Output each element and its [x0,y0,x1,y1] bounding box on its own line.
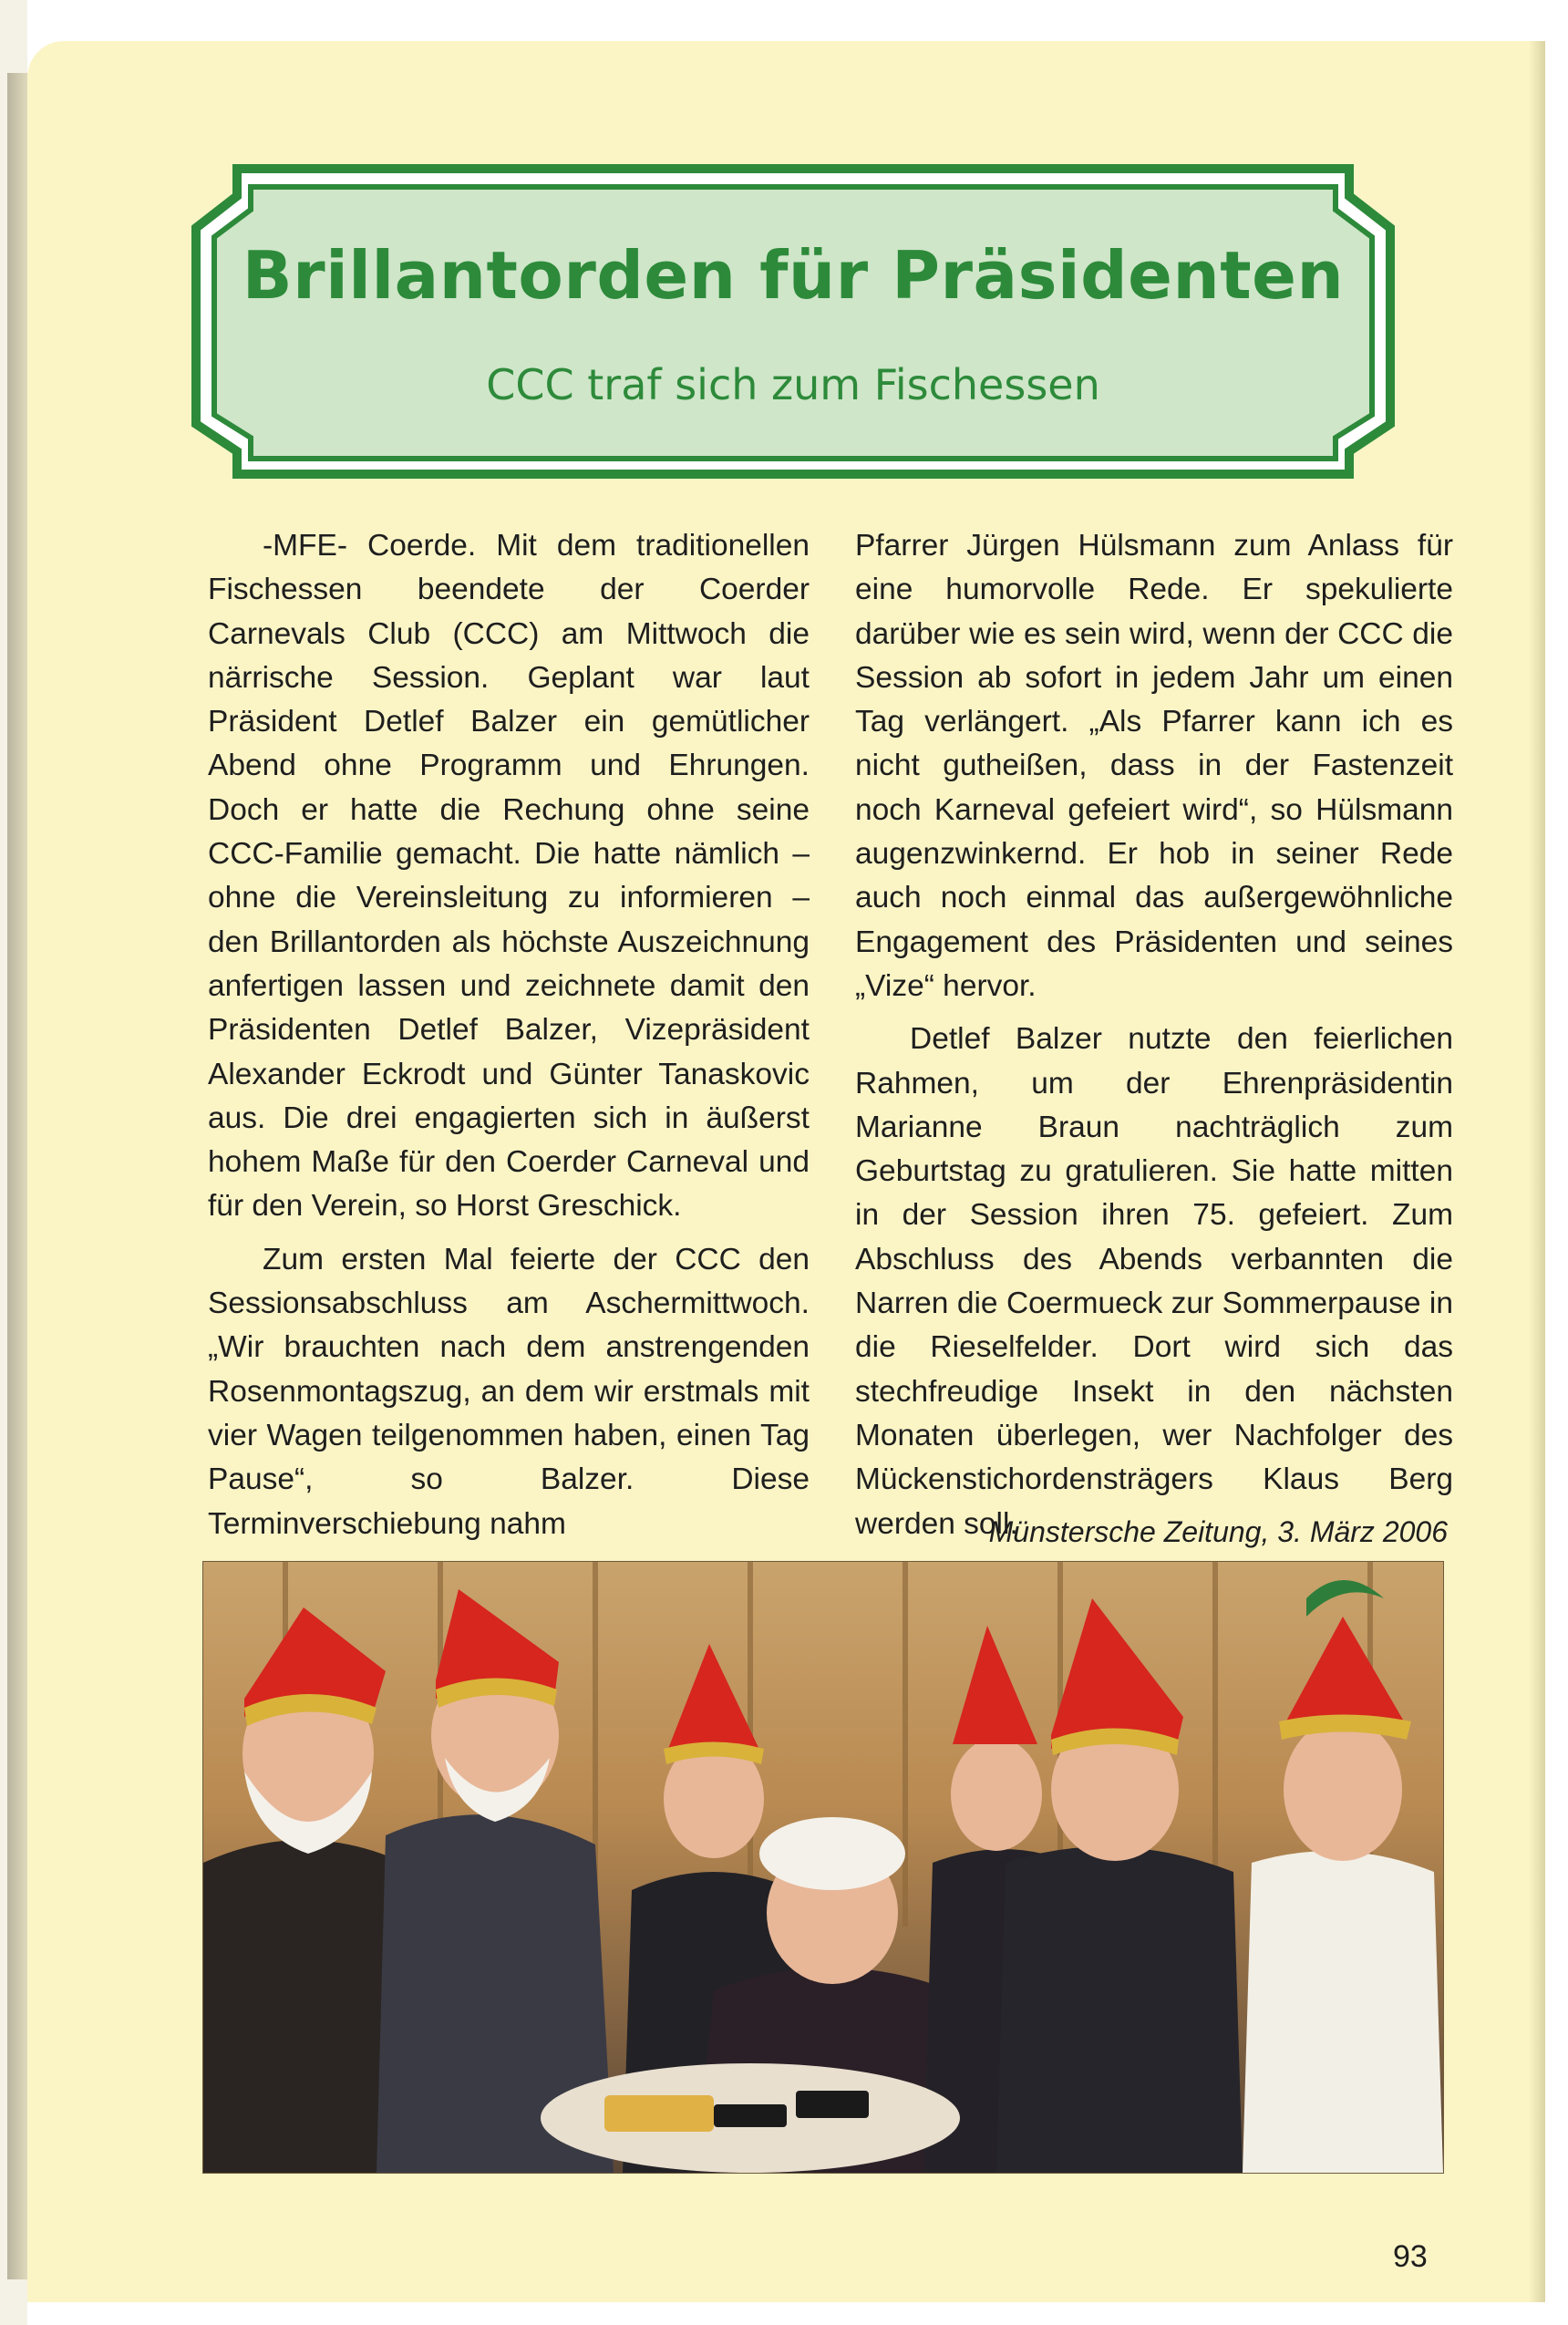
page-edge-shadow [1529,41,1545,2302]
group-photo-image [203,1562,1443,2173]
article-column-right [855,524,1453,1546]
article-paragraph: Pfarrer Jürgen Hülsmann zum Anlass für eine humorvolle Rede. Er spekulierte darüber wie es sein wird, wenn der CCC die Session ab sofort in jedem Jahr um einen Tag verlängert. „Als Pfarrer kann ich es nicht gutheißen, dass in der Fastenzeit noch Karneval gefeiert wird“, so Hülsmann augenzwinkernd. Er hob in seiner Rede auch noch einmal das außergewöhnliche Engagement des Präsidenten und seines „Vize“ hervor. [855,529,1453,1003]
headline-frame [187,160,1399,479]
article-paragraph: Zum ersten Mal feierte der CCC den Sessionsabschluss am Aschermittwoch. „Wir brauchten nach dem anstrengenden Rosenmontagszug, an dem wir erstmals mit vier Wagen teilgenommen haben, einen Tag Pause“, so Balzer. Diese Terminverschiebung nahm [208,1242,810,1541]
decorative-frame-icon [187,160,1399,479]
article-paragraph: -MFE- Coerde. Mit dem traditionellen Fischessen beendete der Coerder Carnevals Club (CCC) am Mittwoch die närrische Session. Geplant war laut Präsident Detlef Balzer ein gemütlicher Abend ohne Programm und Ehrungen. Doch er hatte die Rechung ohne seine CCC-Familie gemacht. Die hatte nämlich – ohne die Vereinsleitung zu informieren – den Brillantorden als höchste Auszeichnung anfertigen lassen und zeichnete damit den Präsidenten Detlef Balzer, Vizepräsident Alexander Eckrodt und Günter Tanaskovic aus. Die drei engagierten sich in äußerst hohem Maße für den Coerder Carneval und für den Verein, so Horst Greschick. [208,529,810,1224]
page-number: 93 [1393,2239,1428,2274]
article-paragraph: Detlef Balzer nutzte den feierlichen Rahmen, um der Ehrenpräsidentin Marianne Braun nachträglich zum Geburtstag zu gratulieren. Sie hatte mitten in der Session ihren 75. gefeiert. Zum Abschluss des Abends verbannten die Narren die Coermueck zur Sommerpause in die Rieselfelder. Dort wird sich das stechfreudige Insekt in den nächsten Monaten überlegen, wer Nachfolger des Mückenstichordensträgers Klaus Berg werden soll. [855,1022,1453,1541]
source-citation: Münstersche Zeitung, 3. März 2006 [988,1515,1448,1548]
headline: Brillantorden für Präsidenten [242,237,1345,314]
subheadline: CCC traf sich zum Fischessen [486,360,1100,409]
article-column-left [208,524,810,1546]
group-photo [202,1561,1444,2174]
